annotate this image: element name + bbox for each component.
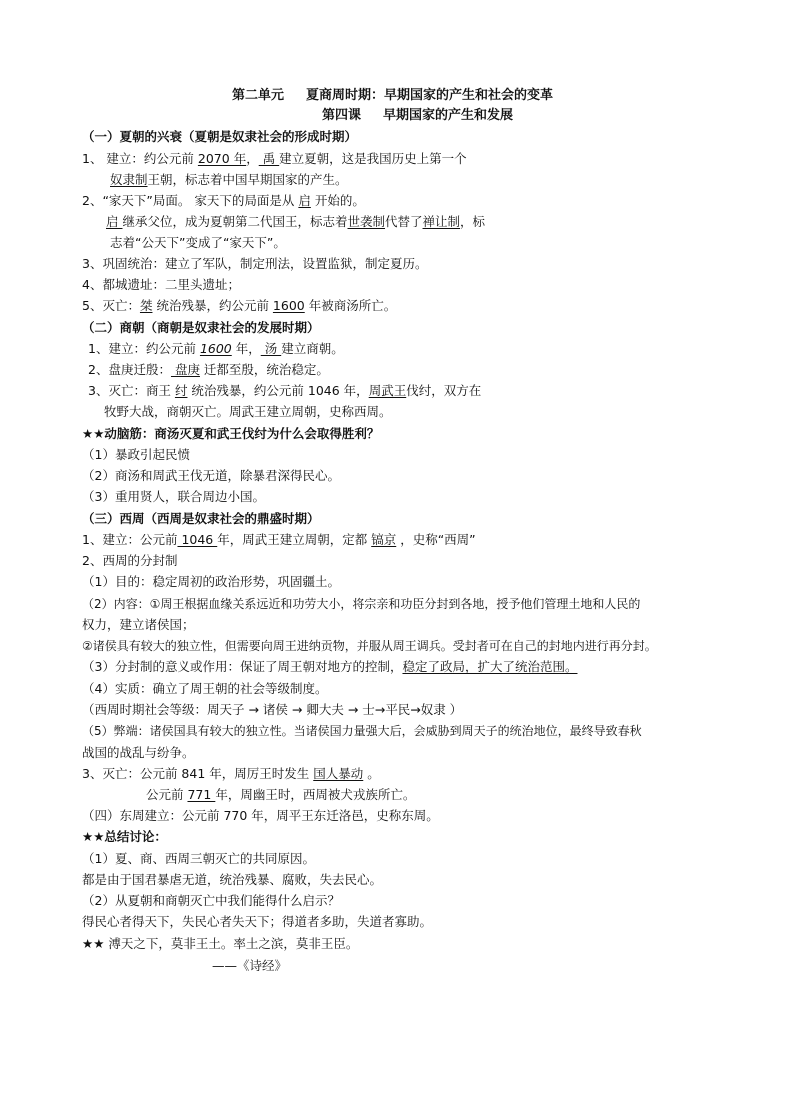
shang-header: （二）商朝（商朝是奴隶社会的发展时期）	[82, 320, 320, 335]
xia-line-2: 2、“家天下”局面。 家天下的局面是从 启 开始的。	[82, 193, 365, 208]
think-3: （3）重用贤人，联合周边小国。	[82, 489, 265, 504]
zhou-header: （三）西周（西周是奴隶社会的鼎盛时期）	[82, 511, 320, 526]
summary-a2: 得民心者得天下，失民心者失天下；得道者多助，失道者寡助。	[82, 914, 433, 929]
zhou-hierarchy: （西周时期社会等级：周天子 → 诸侯 → 卿大夫 → 士→平民→奴隶 ）	[82, 702, 463, 717]
xia-line-2b: 启 继承父位，成为夏朝第二代国王，标志着世袭制代替了禅让制，标	[106, 214, 486, 229]
summary-header: ★★总结讨论：	[82, 829, 167, 844]
xia-line-2c: 志着“公天下”变成了“家天下”。	[110, 235, 286, 250]
shang-line-3b: 牧野大战，商朝灭亡。周武王建立周朝，史称西周。	[104, 404, 392, 419]
unit-label: 第二单元	[232, 88, 285, 103]
zhou-2-5a: （5）弊端：诸侯国具有较大的独立性。当诸侯国力量强大后，会威胁到周天子的统治地位，最终导致春秋	[82, 724, 642, 738]
poem-source: ——《诗经》	[212, 958, 288, 973]
xia-line-5: 5、灭亡：桀 统治残暴，约公元前 1600 年被商汤所亡。	[82, 298, 397, 313]
zhou-2-4: （4）实质：确立了周王朝的社会等级制度。	[82, 681, 328, 696]
shang-line-3: 3、灭亡：商王 纣 统治残暴，约公元前 1046 年，周武王伐纣，双方在	[88, 383, 482, 398]
zhou-2-3: （3）分封制的意义或作用：保证了周王朝对地方的控制，稳定了政局，扩大了统治范围。	[82, 659, 578, 674]
zhou-line-2: 2、西周的分封制	[82, 553, 178, 568]
zhou-2-2a: （2）内容：①周王根据血缘关系远近和功劳大小，将宗亲和功臣分封到各地，授予他们管理土地和人民的	[82, 597, 641, 611]
lesson-title	[322, 108, 513, 124]
summary-q1: （1）夏、商、西周三朝灭亡的共同原因。	[82, 851, 315, 866]
zhou-line-3: 3、灭亡：公元前 841 年，周厉王时发生 国人暴动 。	[82, 766, 380, 781]
unit-title	[232, 88, 553, 104]
xia-header: （一）夏朝的兴衰（夏朝是奴隶社会的形成时期）	[82, 129, 358, 144]
shang-line-2: 2、盘庚迁殷： 盘庚 迁都至殷，统治稳定。	[88, 362, 329, 377]
unit-name: 夏商周时期：早期国家的产生和社会的变革	[306, 88, 554, 103]
think-header: ★★动脑筋：商汤灭夏和武王伐纣为什么会取得胜利？	[82, 426, 380, 441]
zhou-line-3b: 公元前 771 年，周幽王时，西周被犬戎族所亡。	[146, 787, 416, 802]
zhou-2-2c: ②诸侯具有较大的独立性，但需要向周王进纳贡物，并服从周王调兵。受封者可在自己的封地内进行再分封。	[82, 639, 657, 653]
xia-line-1: 1、 建立：约公元前 2070 年， 禹 建立夏朝，这是我国历史上第一个	[82, 151, 467, 166]
lesson-label: 第四课	[322, 108, 362, 123]
think-1: （1）暴政引起民愤	[82, 447, 190, 462]
poem-line: ★★ 溥天之下，莫非王土。率土之滨，莫非王臣。	[82, 936, 359, 951]
xia-line-1b: 奴隶制王朝，标志着中国早期国家的产生。	[110, 172, 348, 187]
lesson-name: 早期国家的产生和发展	[383, 108, 514, 123]
zhou-2-1: （1）目的：稳定周初的政治形势，巩固疆土。	[82, 574, 340, 589]
think-2: （2）商汤和周武王伐无道，除暴君深得民心。	[82, 468, 340, 483]
summary-q2: （2）从夏朝和商朝灭亡中我们能得什么启示？	[82, 893, 340, 908]
xia-line-3: 3、巩固统治：建立了军队，制定刑法，设置监狱，制定夏历。	[82, 256, 428, 271]
shang-line-1: 1、建立：约公元前 1600 年， 汤 建立商朝。	[88, 341, 344, 356]
summary-a1: 都是由于国君暴虐无道，统治残暴、腐败，失去民心。	[82, 872, 383, 887]
zhou-2-2b: 权力，建立诸侯国；	[82, 617, 195, 632]
zhou-line-1: 1、建立：公元前 1046 年，周武王建立周朝，定都 镐京 ，史称“西周”	[82, 532, 476, 547]
zhou-2-5b: 战国的战乱与纷争。	[82, 745, 195, 760]
east-zhou-line: （四）东周建立：公元前 770 年，周平王东迁洛邑，史称东周。	[82, 808, 439, 823]
xia-line-4: 4、都城遗址：二里头遗址；	[82, 277, 240, 292]
